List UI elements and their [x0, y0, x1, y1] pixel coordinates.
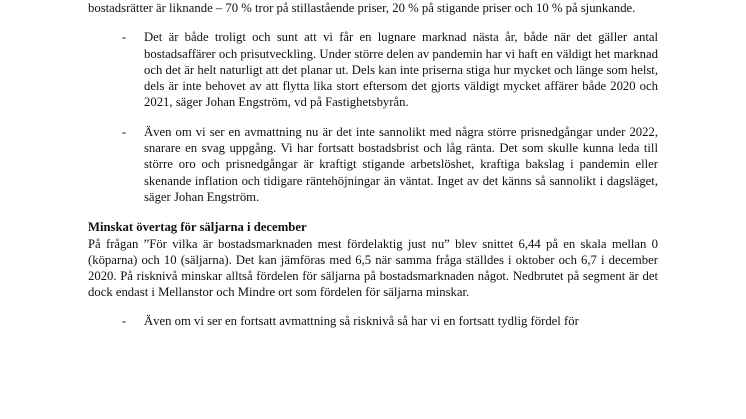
intro-paragraph: bostadsrätter är liknande – 70 % tror på stillastående priser, 20 % på stigande priser och 10 % på sjunkande. [88, 1, 636, 15]
list-item [88, 29, 658, 110]
bullet-text: Även om vi ser en fortsatt avmattning så risknivå så har vi en fortsatt tydlig fördel för [144, 313, 579, 328]
bullet-text: Det är både troligt och sunt att vi får en lugnare marknad nästa år, både när det gäller antal bostadsaffärer och prisutveckling. Under större delen av pandemin har vi haft en väldigt het marknad och det är helt naturligt att det planar ut. Dels kan inte priserna stiga hur mycket och länge som helst, dels är inte behovet av att flytta lika stort eftersom det gjorts väldigt mycket affärer både 2020 och 2021, säger Johan Engström, vd på Fastighetsbyrån. [144, 30, 658, 110]
bullet-text: Även om vi ser en avmattning nu är det inte sannolikt med några större prisnedgångar under 2022, snarare en svag uppgång. Vi har fortsatt bostadsbrist och låg ränta. Det som skulle kunna leda till större oro och prisnedgångar är kraftigt stigande arbetslöshet, kraftiga bakslag i pandemin eller skenande inflation och tidigare räntehöjningar än väntat. Inget av det känns så sannolikt i dagsläget, säger Johan Engström. [144, 124, 658, 204]
bullet-dash: - [122, 313, 127, 328]
bullet-dash: - [122, 30, 127, 45]
section-body: På frågan ”För vilka är bostadsmarknaden mest fördelaktig just nu” blev snittet 6,44 på en skala mellan 0 (köparna) och 10 (säljarna). Det kan jämföras med 6,5 när samma fråga ställdes i oktober och 6,7 i december 2020. På risknivå minskar alltså fördelen för säljarna på bostadsmarknaden något. Nedbrutet på segment är det dock endast i Mellanstor och Mindre ort som fördelen för säljarna minskar. [88, 236, 658, 300]
section-heading: Minskat övertag för säljarna i december [88, 220, 307, 235]
bullet-dash: - [122, 124, 127, 139]
list-item [88, 313, 658, 330]
list-item [88, 124, 658, 205]
